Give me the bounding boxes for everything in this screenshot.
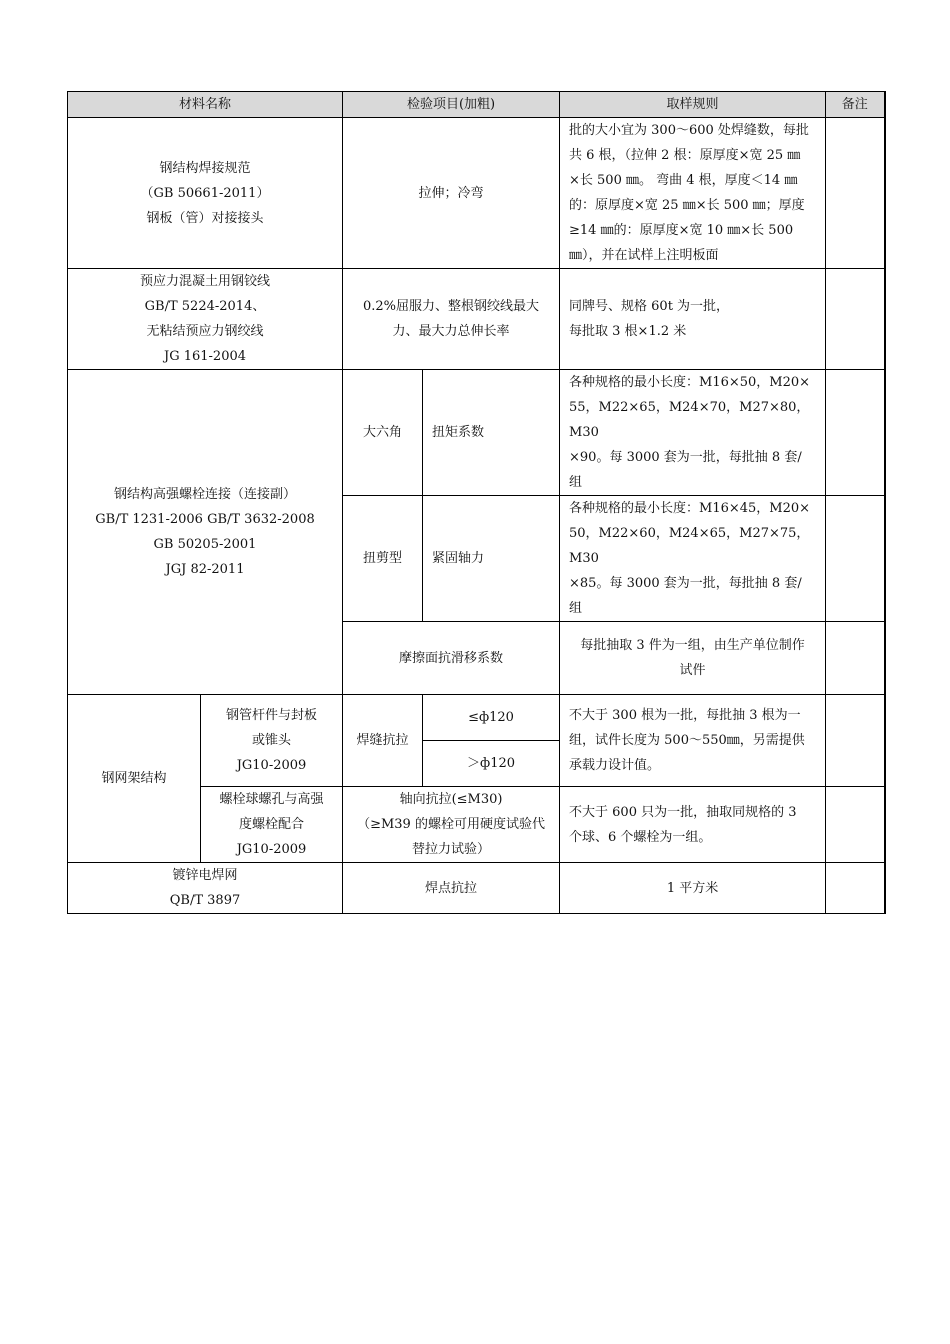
notes-cell xyxy=(826,622,885,695)
bolt-type-cell: 扭剪型 xyxy=(343,496,423,622)
part-cell: 螺栓球螺孔与高强 度螺栓配合 JG10-2009 xyxy=(201,787,343,863)
notes-cell xyxy=(826,118,885,269)
items-cell: 轴向抗拉(≤M30) （≥M39 的螺栓可用硬度试验代 替拉力试验） xyxy=(343,787,560,863)
notes-cell xyxy=(826,787,885,863)
table-row xyxy=(68,695,885,741)
notes-cell xyxy=(826,269,885,370)
rules-cell: 同牌号、规格 60t 为一批， 每批取 3 根×1.2 米 xyxy=(560,269,826,370)
notes-cell xyxy=(826,863,885,914)
items-cell: 紧固轴力 xyxy=(423,496,560,622)
notes-cell xyxy=(826,370,885,496)
part-cell: 钢管杆件与封板 或锥头 JG10-2009 xyxy=(201,695,343,787)
material-cell: 钢结构高强螺栓连接（连接副） GB/T 1231-2006 GB/T 3632-2008 GB 50205-2001 JGJ 82-2011 xyxy=(68,370,343,695)
items-cell: 焊点抗拉 xyxy=(343,863,560,914)
table-row xyxy=(68,863,885,914)
items-cell: 扭矩系数 xyxy=(423,370,560,496)
items-cell: 拉伸；冷弯 xyxy=(343,118,560,269)
rules-cell: 各种规格的最小长度：M16×50，M20× 55，M22×65，M24×70，M27×80，M30 ×90。每 3000 套为一批，每批抽 8 套/ 组 xyxy=(560,370,826,496)
header-items: 检验项目(加粗) xyxy=(343,92,560,118)
header-rules: 取样规则 xyxy=(560,92,826,118)
header-row xyxy=(68,92,885,118)
header-notes: 备注 xyxy=(826,92,885,118)
material-cell: 钢结构焊接规范 （GB 50661-2011） 钢板（管）对接接头 xyxy=(68,118,343,269)
table-row xyxy=(68,370,885,496)
notes-cell xyxy=(826,695,885,787)
notes-cell xyxy=(826,496,885,622)
table-row xyxy=(68,269,885,370)
rules-cell: 各种规格的最小长度：M16×45，M20× 50，M22×60，M24×65，M27×75，M30 ×85。每 3000 套为一批，每批抽 8 套/ 组 xyxy=(560,496,826,622)
table-row xyxy=(68,118,885,269)
rules-cell: 1 平方米 xyxy=(560,863,826,914)
material-cell: 镀锌电焊网 QB/T 3897 xyxy=(68,863,343,914)
material-cell: 钢网架结构 xyxy=(68,695,201,863)
items-cell: 0.2%屈服力、整根钢绞线最大 力、最大力总伸长率 xyxy=(343,269,560,370)
header-material: 材料名称 xyxy=(68,92,343,118)
rules-cell: 批的大小宜为 300～600 处焊缝数，每批 共 6 根，（拉伸 2 根：原厚度×宽 25 ㎜ ×长 500 ㎜。 弯曲 4 根，厚度＜14 ㎜ 的：原厚度×宽 25 ㎜×长 500 ㎜；厚度 ≥14 ㎜的：原厚度×宽 10 ㎜×长 500 ㎜），并在试样上注明板面 xyxy=(560,118,826,269)
items-cell: 摩擦面抗滑移系数 xyxy=(343,622,560,695)
bolt-type-cell: 大六角 xyxy=(343,370,423,496)
rules-cell: 不大于 300 根为一批，每批抽 3 根为一 组，试件长度为 500～550㎜，另需提供 承载力设计值。 xyxy=(560,695,826,787)
material-cell: 预应力混凝土用钢铰线 GB/T 5224-2014、 无粘结预应力钢绞线 JG 161-2004 xyxy=(68,269,343,370)
rules-cell: 每批抽取 3 件为一组，由生产单位制作 试件 xyxy=(560,622,826,695)
sampling-rules-table xyxy=(67,91,886,914)
spec-cell: ≤ф120 xyxy=(423,695,560,741)
spec-cell: ＞ф120 xyxy=(423,741,560,787)
rules-cell: 不大于 600 只为一批，抽取同规格的 3 个球、6 个螺栓为一组。 xyxy=(560,787,826,863)
items-cell: 焊缝抗拉 xyxy=(343,695,423,787)
